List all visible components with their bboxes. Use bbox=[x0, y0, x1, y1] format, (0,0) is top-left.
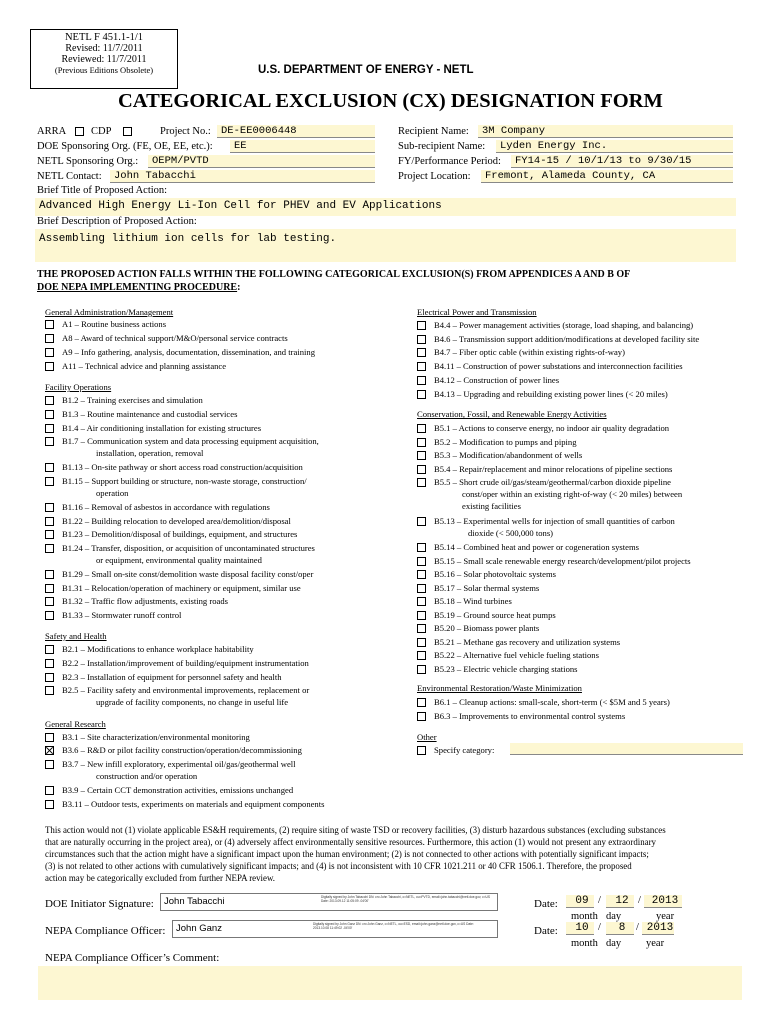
checkbox-b5-2[interactable] bbox=[417, 438, 426, 447]
section-facility-operations: Facility Operations bbox=[45, 382, 112, 392]
statement-line-4: (3) is not related to other actions with cumulatively significant impacts; and (4) is not inconsistent with 10 CFR 1021.211 or 40 CFR 1506.1. Therefore, the proposed bbox=[45, 861, 632, 871]
compliance-officer-signature-field[interactable] bbox=[172, 920, 498, 938]
section-general-research: General Research bbox=[45, 719, 106, 729]
section-general-administration: General Administration/Management bbox=[45, 307, 174, 317]
checkbox-a8[interactable] bbox=[45, 334, 54, 343]
section-conservation-fossil-renewable: Conservation, Fossil, and Renewable Energy Activities bbox=[417, 409, 607, 419]
form-title: CATEGORICAL EXCLUSION (CX) DESIGNATION FORM bbox=[118, 90, 663, 112]
date1-day-caption: day bbox=[606, 911, 622, 922]
date2-year-field[interactable]: 2013 bbox=[642, 922, 674, 935]
checkbox-b5-17[interactable] bbox=[417, 584, 426, 593]
label-b5-22: B5.22 – Alternative fuel vehicle fueling stations bbox=[434, 650, 599, 660]
date1-slash-2: / bbox=[638, 895, 641, 906]
checkbox-b6-1[interactable] bbox=[417, 698, 426, 707]
checkbox-b5-14[interactable] bbox=[417, 543, 426, 552]
label-b3-1: B3.1 – Site characterization/environmental monitoring bbox=[62, 732, 250, 742]
checkbox-b1-4[interactable] bbox=[45, 424, 54, 433]
label-b3-11: B3.11 – Outdoor tests, experiments on materials and equipment components bbox=[62, 799, 325, 809]
revised-date: Revised: 11/7/2011 bbox=[65, 43, 143, 54]
officer-name: John Ganz bbox=[176, 923, 222, 934]
label-b1-13: B1.13 – On-site pathway or short access road construction/acquisition bbox=[62, 462, 303, 472]
section-safety-health: Safety and Health bbox=[45, 631, 107, 641]
project-no-label: Project No.: bbox=[160, 126, 211, 137]
label-b1-4: B1.4 – Air conditioning installation for existing structures bbox=[62, 423, 262, 433]
label-b4-12: B4.12 – Construction of power lines bbox=[434, 375, 560, 385]
checkbox-b1-13[interactable] bbox=[45, 463, 54, 472]
label-b4-7: B4.7 – Fiber optic cable (within existing rights-of-way) bbox=[434, 347, 625, 357]
label-b4-6: B4.6 – Transmission support addition/modifications at developed facility site bbox=[434, 334, 700, 344]
label-b1-15-cont: operation bbox=[96, 488, 129, 498]
checkbox-a1[interactable] bbox=[45, 320, 54, 329]
heading-colon: : bbox=[237, 282, 241, 293]
label-b1-31: B1.31 – Relocation/operation of machinery or equipment, similar use bbox=[62, 583, 301, 593]
label-a1: A1 – Routine business actions bbox=[62, 319, 167, 329]
label-b5-21: B5.21 – Methane gas recovery and utilization systems bbox=[434, 637, 621, 647]
previous-editions-note: (Previous Editions Obsolete) bbox=[54, 65, 154, 75]
date1-year-field[interactable]: 2013 bbox=[644, 895, 682, 908]
period-field[interactable]: FY14-15 / 10/1/13 to 9/30/15 bbox=[511, 155, 733, 168]
cdp-label: CDP bbox=[91, 126, 112, 137]
label-b3-7: B3.7 – New infill exploratory, experimental oil/gas/geothermal well bbox=[62, 759, 296, 769]
label-b1-7-cont: installation, operation, removal bbox=[96, 448, 204, 458]
netl-contact-field[interactable]: John Tabacchi bbox=[110, 170, 375, 183]
checkbox-b5-4[interactable] bbox=[417, 465, 426, 474]
checkbox-b1-2[interactable] bbox=[45, 396, 54, 405]
label-b6-3: B6.3 – Improvements to environmental control systems bbox=[434, 711, 626, 721]
checkbox-b2-5[interactable] bbox=[45, 686, 54, 695]
agency-heading: U.S. DEPARTMENT OF ENERGY - NETL bbox=[258, 64, 474, 76]
date2-year-caption: year bbox=[646, 938, 665, 949]
date1-month-field[interactable]: 09 bbox=[566, 895, 594, 908]
label-b1-3: B1.3 – Routine maintenance and custodial services bbox=[62, 409, 238, 419]
determination-statement bbox=[45, 824, 666, 884]
form-number: NETL F 451.1-1/1 bbox=[64, 32, 144, 43]
label-b6-1: B6.1 – Cleanup actions: small-scale, short-term (< $5M and 5 years) bbox=[434, 697, 670, 707]
checkbox-b3-11[interactable] bbox=[45, 800, 54, 809]
label-b5-13-cont: dioxide (< 500,000 tons) bbox=[468, 528, 554, 538]
netl-contact-label: NETL Contact: bbox=[37, 171, 102, 182]
compliance-comment-field[interactable] bbox=[38, 966, 742, 1000]
reviewed-date: Reviewed: 11/7/2011 bbox=[61, 54, 147, 65]
label-b5-2: B5.2 – Modification to pumps and piping bbox=[434, 437, 577, 447]
arra-checkbox[interactable] bbox=[75, 127, 84, 136]
checkbox-b1-31[interactable] bbox=[45, 584, 54, 593]
specify-category-field[interactable] bbox=[510, 743, 743, 755]
label-b3-7-cont: construction and/or operation bbox=[96, 771, 198, 781]
checkbox-b5-5[interactable] bbox=[417, 478, 426, 487]
label-b3-9: B3.9 – Certain CCT demonstration activities, emissions unchanged bbox=[62, 785, 294, 795]
project-no-field[interactable]: DE-EE0006448 bbox=[217, 125, 375, 138]
label-b1-32: B1.32 – Traffic flow adjustments, existing roads bbox=[62, 596, 228, 606]
label-b5-15: B5.15 – Small scale renewable energy research/development/pilot projects bbox=[434, 556, 691, 566]
doe-org-label: DOE Sponsoring Org. (FE, OE, EE, etc.): bbox=[37, 141, 213, 152]
date2-month-field[interactable]: 10 bbox=[566, 922, 594, 935]
section-electrical-power: Electrical Power and Transmission bbox=[417, 307, 537, 317]
checkbox-b3-6[interactable] bbox=[45, 746, 54, 755]
label-b5-18: B5.18 – Wind turbines bbox=[434, 596, 512, 606]
label-b5-20: B5.20 – Biomass power plants bbox=[434, 623, 540, 633]
checkbox-b1-29[interactable] bbox=[45, 570, 54, 579]
checkbox-b1-16[interactable] bbox=[45, 503, 54, 512]
period-label: FY/Performance Period: bbox=[398, 156, 501, 167]
label-a9: A9 – Info gathering, analysis, documentation, dissemination, and training bbox=[62, 347, 315, 357]
label-b1-24-cont: or equipment, environmental quality maintained bbox=[96, 555, 262, 565]
label-b1-23: B1.23 – Demolition/disposal of buildings, equipment, and structures bbox=[62, 529, 298, 539]
checkbox-b2-2[interactable] bbox=[45, 659, 54, 668]
arra-label: ARRA bbox=[37, 126, 67, 137]
label-b5-16: B5.16 – Solar photovoltaic systems bbox=[434, 569, 556, 579]
proposed-action-heading-line1: THE PROPOSED ACTION FALLS WITHIN THE FOLLOWING CATEGORICAL EXCLUSION(S) FROM APPENDICES A AND B OF bbox=[37, 269, 631, 280]
doe-nepa-procedure-link: DOE NEPA IMPLEMENTING PROCEDURE bbox=[37, 282, 238, 293]
checkbox-b5-19[interactable] bbox=[417, 611, 426, 620]
label-b4-13: B4.13 – Upgrading and rebuilding existing power lines (< 20 miles) bbox=[434, 389, 668, 399]
label-b1-2: B1.2 – Training exercises and simulation bbox=[62, 395, 203, 405]
section-other: Other bbox=[417, 732, 437, 742]
officer-digital-signature: Digitally signed by John Ganz DN: cn=John Ganz, o=NETL, ou=ESD, email=john.ganz@netl.doe.gov, c=US Date: 2013.10.08 11:49:02 -04'00' bbox=[313, 922, 474, 930]
label-b2-1: B2.1 – Modifications to enhance workplace habitability bbox=[62, 644, 254, 654]
brief-title-field[interactable]: Advanced High Energy Li-Ion Cell for PHEV and EV Applications bbox=[35, 198, 736, 216]
label-b5-5: B5.5 – Short crude oil/gas/steam/geothermal/carbon dioxide pipeline bbox=[434, 477, 671, 487]
checkbox-b1-32[interactable] bbox=[45, 597, 54, 606]
checkbox-b4-13[interactable] bbox=[417, 390, 426, 399]
initiator-signature-field[interactable] bbox=[160, 893, 498, 911]
checkbox-b5-13[interactable] bbox=[417, 517, 426, 526]
compliance-officer-label: NEPA Compliance Officer: bbox=[45, 925, 166, 937]
label-b2-3: B2.3 – Installation of equipment for personnel safety and health bbox=[62, 672, 282, 682]
checkbox-b3-9[interactable] bbox=[45, 786, 54, 795]
label-b5-3: B5.3 – Modification/abandonment of wells bbox=[434, 450, 583, 460]
checkbox-other[interactable] bbox=[417, 746, 426, 755]
label-b1-22: B1.22 – Building relocation to developed area/demolition/disposal bbox=[62, 516, 291, 526]
label-b2-5-cont: upgrade of facility components, no change in useful life bbox=[96, 697, 289, 707]
checkbox-b4-6[interactable] bbox=[417, 335, 426, 344]
date1-day-field[interactable]: 12 bbox=[606, 895, 634, 908]
checkbox-b1-22[interactable] bbox=[45, 517, 54, 526]
compliance-comment-label: NEPA Compliance Officer’s Comment: bbox=[45, 952, 220, 964]
label-b3-6: B3.6 – R&D or pilot facility construction/operation/decommissioning bbox=[62, 745, 302, 755]
checkbox-b1-23[interactable] bbox=[45, 530, 54, 539]
checkbox-a9[interactable] bbox=[45, 348, 54, 357]
netl-org-label: NETL Sponsoring Org.: bbox=[37, 156, 139, 167]
label-b5-19: B5.19 – Ground source heat pumps bbox=[434, 610, 556, 620]
checkbox-b1-15[interactable] bbox=[45, 477, 54, 486]
statement-line-3: circumstances such that the action might have a significant impact upon the human environment; (2) is not connected to other actions with potentially significant impacts; bbox=[45, 849, 649, 859]
label-b5-4: B5.4 – Repair/replacement and minor relocations of pipeline sections bbox=[434, 464, 673, 474]
label-specify-category: Specify category: bbox=[434, 745, 495, 755]
label-b4-11: B4.11 – Construction of power substations and interconnection facilities bbox=[434, 361, 683, 371]
recipient-field[interactable]: 3M Company bbox=[478, 125, 733, 138]
subrecipient-label: Sub-recipient Name: bbox=[398, 141, 486, 152]
checkbox-b5-16[interactable] bbox=[417, 570, 426, 579]
label-b1-7: B1.7 – Communication system and data processing equipment acquisition, bbox=[62, 436, 319, 446]
subrecipient-field[interactable]: Lyden Energy Inc. bbox=[496, 140, 733, 153]
label-b1-15: B1.15 – Support building or structure, non-waste storage, construction/ bbox=[62, 476, 307, 486]
label-b1-33: B1.33 – Stormwater runoff control bbox=[62, 610, 182, 620]
checkbox-b5-21[interactable] bbox=[417, 638, 426, 647]
location-label: Project Location: bbox=[398, 171, 471, 182]
checkbox-b6-3[interactable] bbox=[417, 712, 426, 721]
label-b5-5-cont2: existing facilities bbox=[462, 501, 521, 511]
date2-day-caption: day bbox=[606, 938, 622, 949]
checkbox-b1-7[interactable] bbox=[45, 437, 54, 446]
checkbox-b1-33[interactable] bbox=[45, 611, 54, 620]
label-b1-16: B1.16 – Removal of asbestos in accordance with regulations bbox=[62, 502, 270, 512]
checkbox-b3-7[interactable] bbox=[45, 760, 54, 769]
label-b4-4: B4.4 – Power management activities (storage, load shaping, and balancing) bbox=[434, 320, 694, 330]
label-b5-14: B5.14 – Combined heat and power or cogeneration systems bbox=[434, 542, 640, 552]
brief-description-field[interactable]: Assembling lithium ion cells for lab testing. bbox=[35, 229, 736, 262]
checkbox-b5-1[interactable] bbox=[417, 424, 426, 433]
checkbox-b5-15[interactable] bbox=[417, 557, 426, 566]
date1-label: Date: bbox=[534, 898, 558, 910]
statement-line-5: action may be categorically excluded from further NEPA review. bbox=[45, 873, 276, 883]
checkbox-b5-23[interactable] bbox=[417, 665, 426, 674]
date2-month-caption: month bbox=[571, 938, 598, 949]
cdp-checkbox[interactable] bbox=[123, 127, 132, 136]
brief-description-label: Brief Description of Proposed Action: bbox=[37, 216, 197, 227]
date2-slash-1: / bbox=[598, 922, 601, 933]
label-b5-5-cont: const/oper within an existing right-of-way (< 20 miles) between bbox=[462, 489, 683, 499]
brief-title-label: Brief Title of Proposed Action: bbox=[37, 185, 168, 196]
checkbox-b2-1[interactable] bbox=[45, 645, 54, 654]
initiator-signature-label: DOE Initiator Signature: bbox=[45, 898, 154, 910]
date1-slash-1: / bbox=[598, 895, 601, 906]
label-b2-2: B2.2 – Installation/improvement of building/equipment instrumentation bbox=[62, 658, 309, 668]
checkbox-b1-3[interactable] bbox=[45, 410, 54, 419]
location-field[interactable]: Fremont, Alameda County, CA bbox=[481, 170, 733, 183]
checkbox-b5-3[interactable] bbox=[417, 451, 426, 460]
checkbox-b3-1[interactable] bbox=[45, 733, 54, 742]
label-b5-23: B5.23 – Electric vehicle charging stations bbox=[434, 664, 578, 674]
checkbox-a11[interactable] bbox=[45, 362, 54, 371]
statement-line-1: This action would not (1) violate applicable ES&H requirements, (2) require siting of waste TSD or recovery facilities, (3) disturb hazardous substances (excluding substances bbox=[45, 825, 666, 835]
checkbox-b2-3[interactable] bbox=[45, 673, 54, 682]
date2-slash-2: / bbox=[636, 922, 639, 933]
form-id-box bbox=[30, 29, 178, 89]
recipient-label: Recipient Name: bbox=[398, 126, 469, 137]
proposed-action-heading-line2 bbox=[37, 281, 630, 294]
date2-day-field[interactable]: 8 bbox=[606, 922, 634, 935]
checkbox-b5-22[interactable] bbox=[417, 651, 426, 660]
checkbox-b4-12[interactable] bbox=[417, 376, 426, 385]
date2-label: Date: bbox=[534, 925, 558, 937]
netl-org-field[interactable]: OEPM/PVTD bbox=[148, 155, 375, 168]
checkbox-b4-7[interactable] bbox=[417, 348, 426, 357]
checkbox-b4-4[interactable] bbox=[417, 321, 426, 330]
label-b5-1: B5.1 – Actions to conserve energy, no indoor air quality degradation bbox=[434, 423, 670, 433]
checkbox-b5-20[interactable] bbox=[417, 624, 426, 633]
date1-year-caption: year bbox=[656, 911, 675, 922]
section-environmental-restoration: Environmental Restoration/Waste Minimization bbox=[417, 683, 582, 693]
label-a8: A8 – Award of technical support/M&O/personal service contracts bbox=[62, 333, 288, 343]
label-b1-24: B1.24 – Transfer, disposition, or acquisition of uncontaminated structures bbox=[62, 543, 315, 553]
proposed-action-heading bbox=[37, 268, 630, 294]
checkbox-b4-11[interactable] bbox=[417, 362, 426, 371]
statement-line-2: that are naturally occurring in the project area), or (4) adversely affect environmentally sensitive resources. Furthermore, this action (1) would not present any extraordinary bbox=[45, 837, 656, 847]
doe-org-field[interactable]: EE bbox=[230, 140, 375, 153]
checkbox-b1-24[interactable] bbox=[45, 544, 54, 553]
checkbox-b5-18[interactable] bbox=[417, 597, 426, 606]
initiator-name: John Tabacchi bbox=[164, 896, 225, 907]
label-a11: A11 – Technical advice and planning assistance bbox=[62, 361, 227, 371]
label-b2-5: B2.5 – Facility safety and environmental improvements, replacement or bbox=[62, 685, 310, 695]
label-b1-29: B1.29 – Small on-site const/demolition waste disposal facility const/oper bbox=[62, 569, 314, 579]
label-b5-17: B5.17 – Solar thermal systems bbox=[434, 583, 540, 593]
initiator-digital-signature: Digitally signed by John Tabacchi DN: cn=John Tabacchi, o=NETL, ou=PVTD, email=john.tabacchi@netl.doe.gov, c=US Date: 2013.09.12 11:05:09 -04'00' bbox=[321, 895, 490, 903]
label-b5-13: B5.13 – Experimental wells for injection of small quantities of carbon bbox=[434, 516, 675, 526]
date1-month-caption: month bbox=[571, 911, 598, 922]
